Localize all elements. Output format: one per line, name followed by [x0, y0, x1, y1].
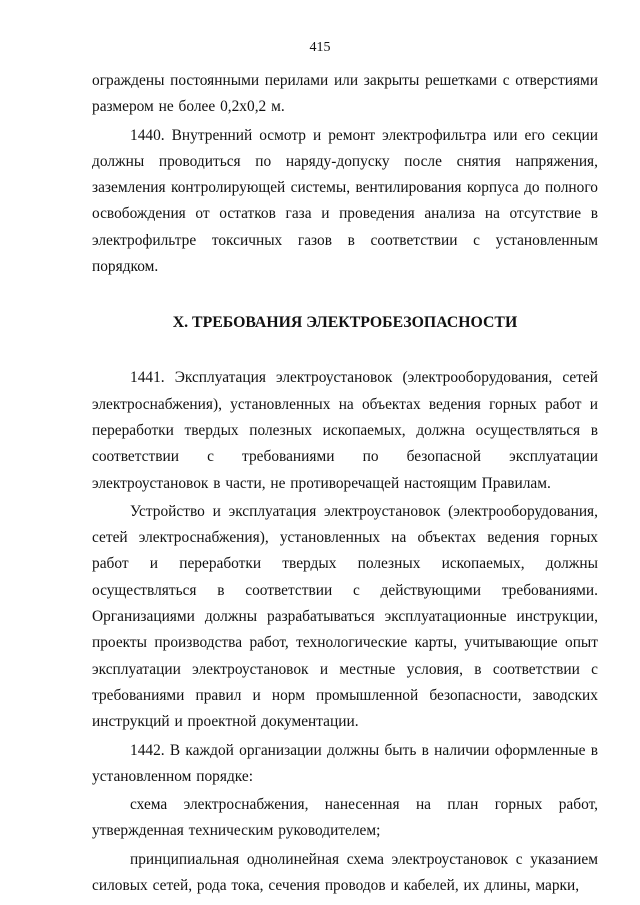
page-body [92, 68, 598, 899]
list-item-single-line-scheme: принципиальная однолинейная схема электроустановок с указанием силовых сетей, рода тока, сечения проводов и кабелей, их длины, марки, [92, 850, 598, 895]
page-number: 415 [309, 40, 331, 55]
paragraph-continuation: ограждены постоянными перилами или закрыты решетками с отверстиями размером не более 0,2х0,2 м. [92, 72, 598, 116]
section-heading: X. ТРЕБОВАНИЯ ЭЛЕКТРОБЕЗОПАСНОСТИ [172, 314, 518, 332]
paragraph-installation: Устройство и эксплуатация электроустановок (электрооборудования, сетей электроснабжения), установленных на объектах ведения горных работ и переработки твердых полезных ископаемых, должны осуществляться в соответствии с действующими требованиями. Организациями должны разрабатываться эксплуатационные инструкции, проекты производства работ, технологические карты, учитывающие опыт эксплуатации электроустановок и местные условия, в соответствии с требованиями правил и норм промышленной безопасности, заводских инструкций и проектной документации. [92, 502, 598, 731]
paragraph-1442: 1442. В каждой организации должны быть в наличии оформленные в установленном порядке: [92, 741, 598, 785]
list-item-supply-scheme: схема электроснабжения, нанесенная на план горных работ, утвержденная техническим руководителем; [92, 796, 598, 840]
paragraph-1441: 1441. Эксплуатация электроустановок (электрооборудования, сетей электроснабжения), установленных на объектах ведения горных работ и переработки твердых полезных ископаемых, должна осуществляться в соответствии с требованиями по безопасной эксплуатации электроустановок в части, не противоречащей настоящим Правилам. [92, 369, 598, 492]
paragraph-1440: 1440. Внутренний осмотр и ремонт электрофильтра или его секции должны проводиться по наряду-допуску после снятия напряжения, заземления контролирующей системы, вентилирования корпуса до полного освобождения от остатков газа и проведения анализа на отсутствие в электрофильтре токсичных газов в соответствии с установленным порядком. [92, 126, 598, 276]
